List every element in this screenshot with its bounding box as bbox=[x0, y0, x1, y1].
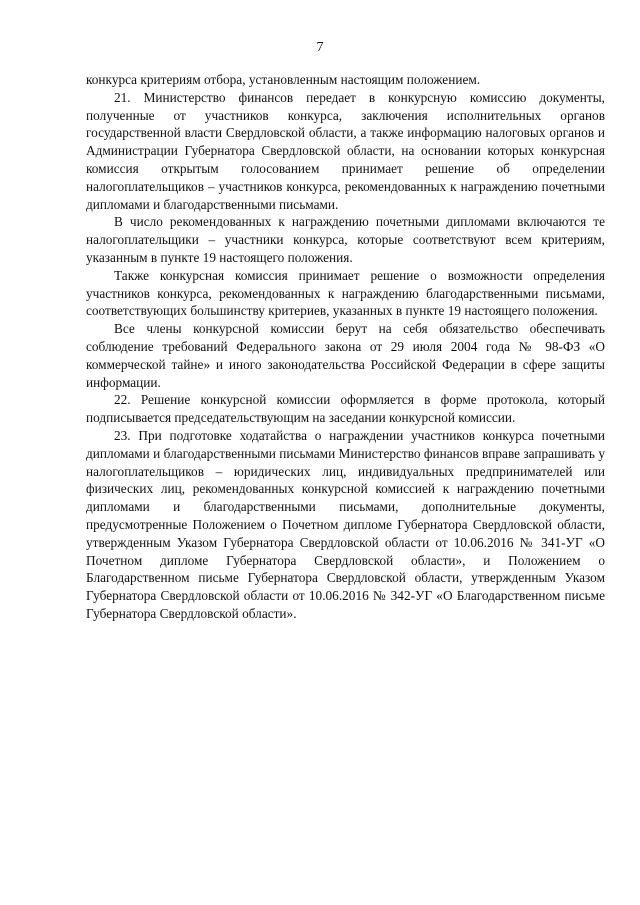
paragraph: 23. При подготовке ходатайства о награждении участников конкурса почетными дипломами и благодарственными письмами Министерство финансов вправе запрашивать у налогоплательщиков – юридических лиц, индивидуальных предпринимателей или физических лиц, рекомендованных конкурсной комиссией к награждению почетными дипломами и благодарственными письмами, дополнительные документы, предусмотренные Положением о Почетном дипломе Губернатора Свердловской области, утвержденным Указом Губернатора Свердловской области от 10.06.2016 № 341-УГ «О Почетном дипломе Губернатора Свердловской области», и Положением о Благодарственном письме Губернатора Свердловской области, утвержденным Указом Губернатора Свердловской области от 10.06.2016 № 342-УГ «О Благодарственном письме Губернатора Свердловской области». bbox=[86, 427, 605, 621]
paragraph: 22. Решение конкурсной комиссии оформляется в форме протокола, который подписывается председательствующим на заседании конкурсной комиссии. bbox=[86, 392, 605, 426]
paragraph: Все члены конкурсной комиссии берут на себя обязательство обеспечивать соблюдение требований Федерального закона от 29 июля 2004 года № 98-ФЗ «О коммерческой тайне» и иного законодательства Российской Федерации в сфере защиты информации. bbox=[86, 321, 605, 390]
document-body bbox=[86, 71, 605, 623]
continued-paragraph: конкурса критериям отбора, установленным настоящим положением. bbox=[86, 72, 481, 87]
paragraph: В число рекомендованных к награждению почетными дипломами включаются те налогоплательщики – участники конкурса, которые соответствуют всем критериям, указанным в пункте 19 настоящего положения. bbox=[86, 214, 605, 265]
paragraph: 21. Министерство финансов передает в конкурсную комиссию документы, полученные от участников конкурса, заключения исполнительных органов государственной власти Свердловской области, а также информацию налоговых органов и Администрации Губернатора Свердловской области, на основании которых конкурсная комиссия открытым голосованием принимает решение об определении налогоплательщиков – участников конкурса, рекомендованных к награждению почетными дипломами и благодарственными письмами. bbox=[86, 89, 605, 212]
page-number: 7 bbox=[316, 40, 324, 55]
paragraph: Также конкурсная комиссия принимает решение о возможности определения участников конкурса, рекомендованных к награждению благодарственными письмами, соответствующих большинству критериев, указанных в пункте 19 настоящего положения. bbox=[86, 267, 605, 319]
